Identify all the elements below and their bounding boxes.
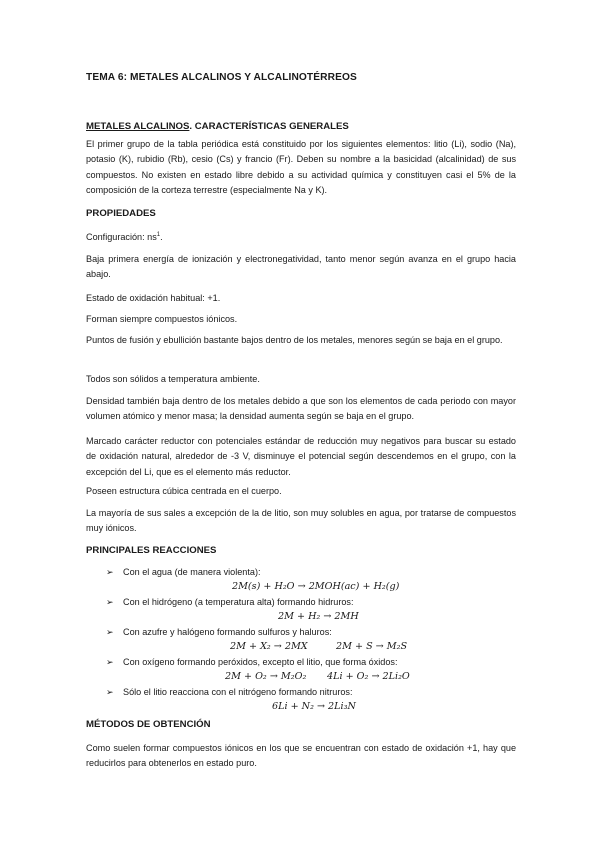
reaction-item [106,657,398,668]
prop-melting: Puntos de fusión y ebullición bastante bajos dentro de los metales, menores según se baja en el grupo. [86,335,503,345]
arrow-bullet-icon: ➢ [106,657,114,667]
reaction-item [106,567,261,578]
arrow-bullet-icon: ➢ [106,627,114,637]
section-heading-alcalinos [86,121,349,132]
prop-structure: Poseen estructura cúbica centrada en el cuerpo. [86,486,282,496]
prop-oxidation-state: Estado de oxidación habitual: +1. [86,293,221,303]
heading-rest: . CARACTERÍSTICAS GENERALES [189,121,349,132]
config-superscript: 1 [156,232,161,238]
prop-density: Densidad también baja dentro de los metales debido a que son los elementos de cada periodo con mayor volumen atómico y menor masa; la densidad aumenta según se baja en el grupo. [86,396,516,422]
prop-solid: Todos son sólidos a temperatura ambiente. [86,374,260,384]
config-line [86,232,163,242]
arrow-bullet-icon: ➢ [106,597,114,607]
reaction-label: Con oxígeno formando peróxidos, excepto el litio, que forma óxidos: [123,657,398,667]
obtencion-paragraph: Como suelen formar compuestos iónicos en los que se encuentran con estado de oxidación +1, hay que reducirlos para obtenerlos en estado puro. [86,743,516,769]
config-label: Configuración: ns [86,232,157,242]
reaction-label: Con azufre y halógeno formando sulfuros y haluros: [123,627,332,637]
propiedades-heading: PROPIEDADES [86,208,156,219]
equation-nitride: 6Li + N₂ → 2Li₃N [272,701,356,712]
reaction-label: Con el agua (de manera violenta): [123,567,261,577]
equation-halogen: 2M + X₂ → 2MX [230,641,308,652]
prop-solubility: La mayoría de sus sales a excepción de la de litio, son muy solubles en agua, por tratarse de compuestos muy iónicos. [86,508,516,534]
equation-peroxide: 2M + O₂ → M₂O₂ [225,671,307,682]
obtencion-heading: MÉTODOS DE OBTENCIÓN [86,719,211,730]
equation-sulfur: 2M + S → M₂S [336,641,408,652]
document-title: TEMA 6: METALES ALCALINOS Y ALCALINOTÉRREOS [86,72,357,83]
prop-ionic: Forman siempre compuestos iónicos. [86,314,238,324]
reaction-label: Sólo el litio reacciona con el nitrógeno formando nitruros: [123,687,353,697]
arrow-bullet-icon: ➢ [106,687,114,697]
reaction-label: Con el hidrógeno (a temperatura alta) formando hidruros: [123,597,354,607]
reaction-item [106,597,354,608]
equation-lithium-oxide: 4Li + O₂ → 2Li₂O [327,671,410,682]
heading-underlined: METALES ALCALINOS [86,121,190,132]
prop-reductor: Marcado carácter reductor con potenciales estándar de reducción muy negativos para buscar su estado de oxidación natural, alrededor de -3 V, disminuye el potencial según descendemos en el grupo, con la excepción del Li, que es el elemento más reductor. [86,436,516,477]
reaction-item [106,627,332,638]
intro-paragraph: El primer grupo de la tabla periódica está constituido por los siguientes elementos: litio (Li), sodio (Na), potasio (K), rubidio (Rb), cesio (Cs) y francio (Fr). Deben su nombre a la basicidad (alcalinidad) de sus compuestos. No existen en estado libre debido a su actividad química y constituyen casi el 5% de la composición de la corteza terrestre (especialmente Na y K). [86,139,516,195]
prop-ionization: Baja primera energía de ionización y electronegatividad, tanto menor según avanza en el grupo hacia abajo. [86,254,516,280]
config-end: . [160,232,163,242]
equation-hydrogen: 2M + H₂ → 2MH [278,611,359,622]
arrow-bullet-icon: ➢ [106,567,114,577]
reacciones-heading: PRINCIPALES REACCIONES [86,545,217,556]
equation-water: 2M(s) + H₂O → 2MOH(ac) + H₂(g) [232,581,400,592]
reaction-item [106,687,353,698]
